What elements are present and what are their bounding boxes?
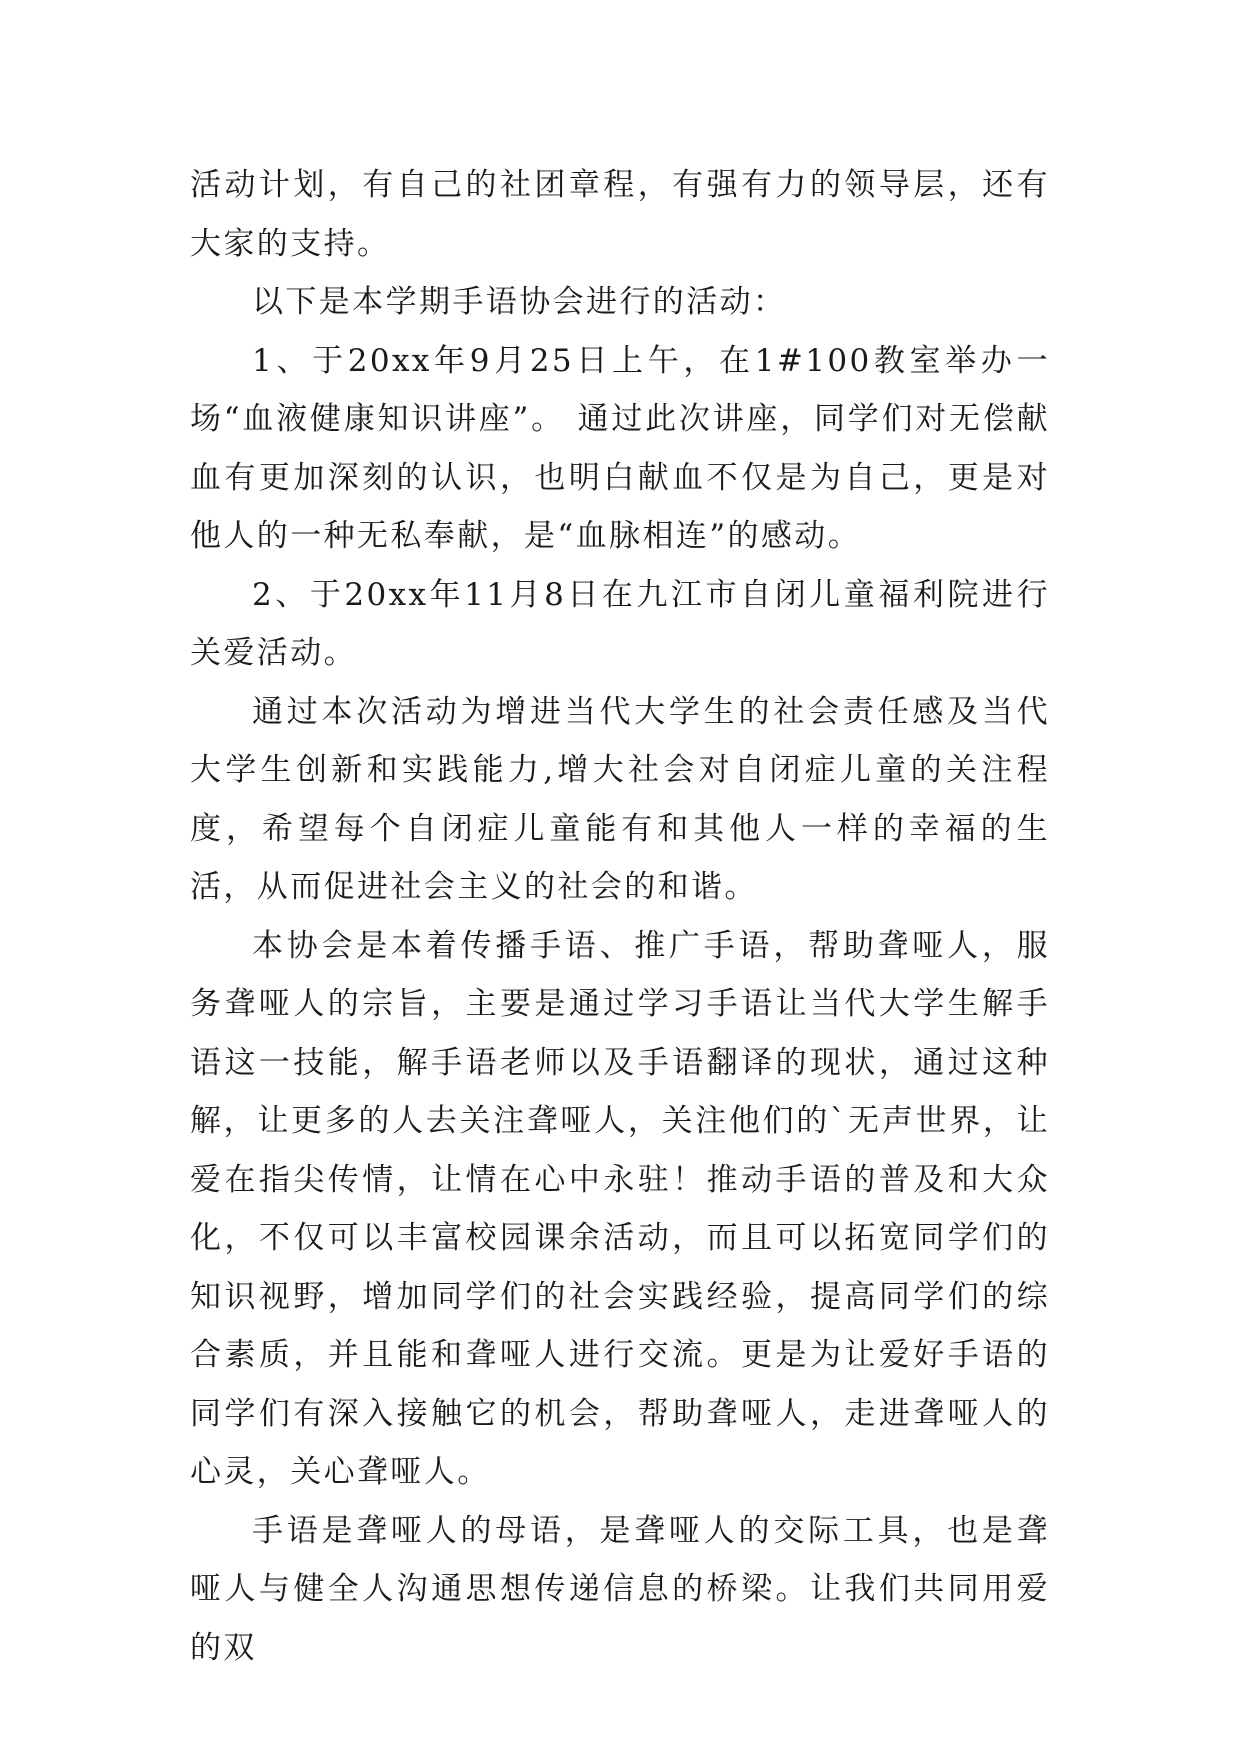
paragraph: 活动计划，有自己的社团章程，有强有力的领导层，还有大家的支持。	[190, 167, 1050, 262]
paragraph: 以下是本学期手语协会进行的活动：	[252, 284, 787, 320]
paragraph: 手语是聋哑人的母语，是聋哑人的交际工具，也是聋哑人与健全人沟通思想传递信息的桥梁。让我们共同用爱的双	[190, 1512, 1050, 1666]
paragraph: 通过本次活动为增进当代大学生的社会责任感及当代大学生创新和实践能力,增大社会对自闭症儿童的关注程度，希望每个自闭症儿童能有和其他人一样的幸福的生活，从而促进社会主义的社会的和谐。	[190, 693, 1050, 905]
paragraph: 2、于20xx年11月8日在九江市自闭儿童福利院进行关爱活动。	[190, 576, 1050, 671]
paragraph: 本协会是本着传播手语、推广手语，帮助聋哑人，服务聋哑人的宗旨，主要是通过学习手语让当代大学生解手语这一技能，解手语老师以及手语翻译的现状，通过这种解，让更多的人去关注聋哑人，关注他们的`无声世界，让爱在指尖传情，让情在心中永驻！推动手语的普及和大众化，不仅可以丰富校园课余活动，而且可以拓宽同学们的知识视野，增加同学们的社会实践经验，提高同学们的综合素质，并且能和聋哑人进行交流。更是为让爱好手语的同学们有深入接触它的机会，帮助聋哑人，走进聋哑人的心灵，关心聋哑人。	[190, 927, 1050, 1490]
paragraph: 1、于20xx年9月25日上午，在1#100教室举办一场“血液健康知识讲座”。 通过此次讲座，同学们对无偿献血有更加深刻的认识，也明白献血不仅是为自己，更是对他人的一种无私奉献，是“血脉相连”的感动。	[190, 342, 1050, 554]
document-body	[190, 156, 1050, 1677]
